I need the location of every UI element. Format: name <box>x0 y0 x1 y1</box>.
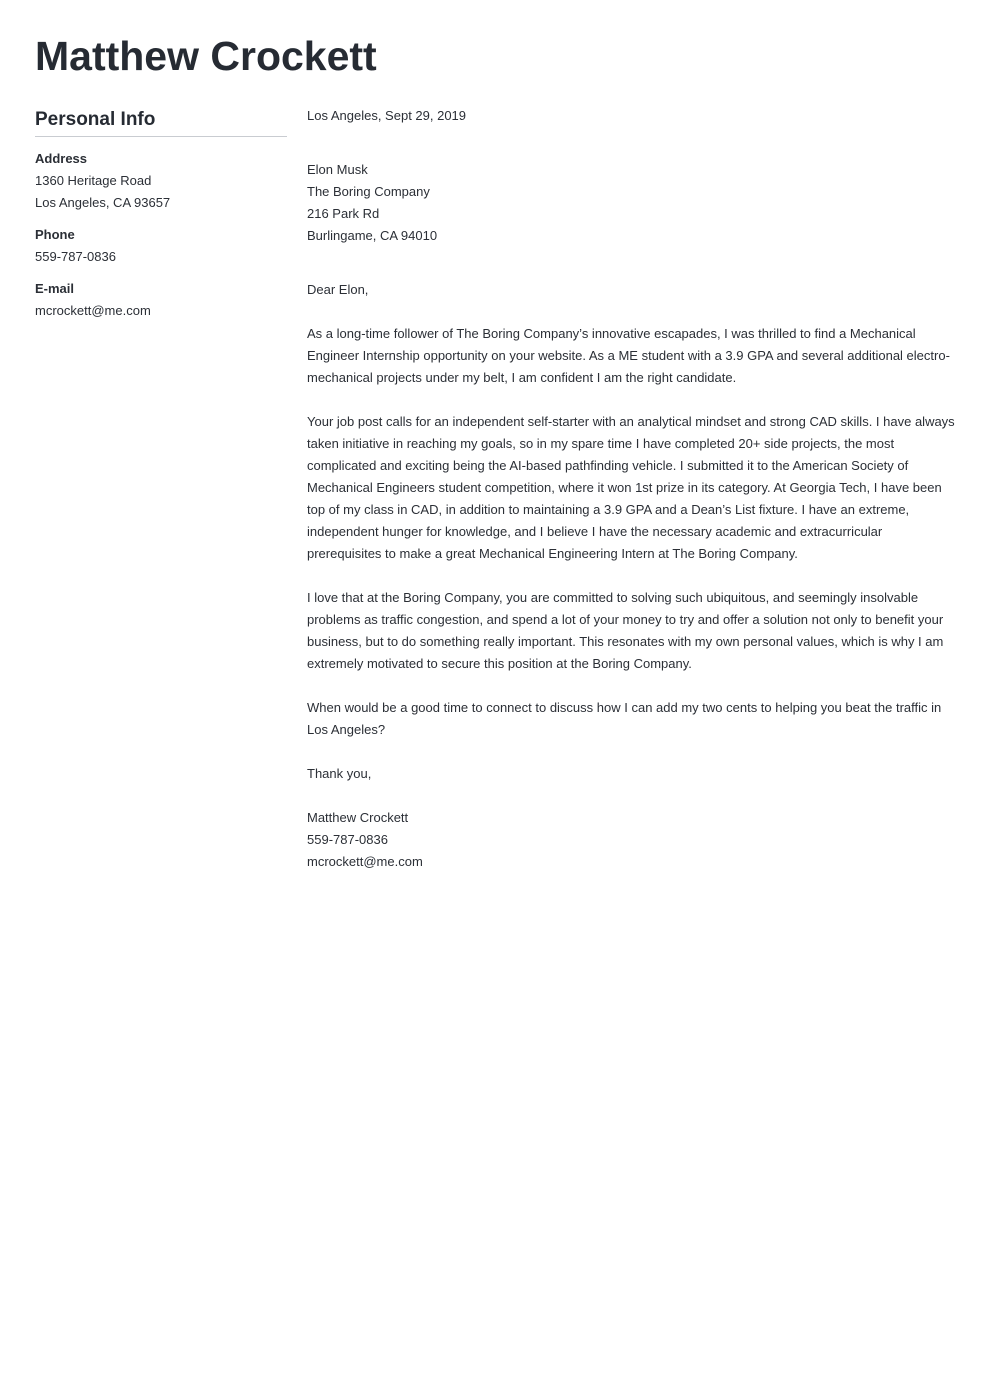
email-section <box>35 278 287 322</box>
phone-value: 559-787-0836 <box>35 249 116 264</box>
signature-name: Matthew Crockett <box>307 810 409 825</box>
address-section <box>35 148 287 214</box>
phone-section <box>35 224 287 268</box>
recipient-block <box>307 159 959 247</box>
email-label: E-mail <box>35 281 75 296</box>
recipient-company: The Boring Company <box>307 184 430 199</box>
letter-body <box>307 105 959 873</box>
address-line-2: Los Angeles, CA 93657 <box>35 195 171 210</box>
email-value: mcrockett@me.com <box>35 303 151 318</box>
phone-label: Phone <box>35 227 75 242</box>
address-label: Address <box>35 151 88 166</box>
letter-paragraph-1: As a long-time follower of The Boring Company’s innovative escapades, I was thrilled to find a Mechanical Engineer Internship opportunity on your website. As a ME student with a 3.9 GPA and several additional electro-mechanical projects under my belt, I am confident I am the right candidate. <box>307 326 950 385</box>
address-line-1: 1360 Heritage Road <box>35 173 152 188</box>
personal-info-sidebar <box>35 106 287 322</box>
signature-phone: 559-787-0836 <box>307 832 388 847</box>
letter-paragraph-2: Your job post calls for an independent self-starter with an analytical mindset and strong CAD skills. I have always taken initiative in reaching my goals, so in my spare time I have completed 20+ side projects, the most complicated and exciting being the AI-based pathfinding vehicle. I submitted it to the American Society of Mechanical Engineers student competition, where it won 1st prize in its category. At Georgia Tech, I have been top of my class in CAD, in addition to maintaining a 3.9 GPA and a Dean’s List fixture. I have an extreme, independent hunger for knowledge, and I believe I have the necessary academic and extracurricular prerequisites to make a great Mechanical Engineering Intern at The Boring Company. <box>307 414 955 561</box>
recipient-name: Elon Musk <box>307 162 368 177</box>
recipient-city: Burlingame, CA 94010 <box>307 228 438 243</box>
letter-paragraph-3: I love that at the Boring Company, you are committed to solving such ubiquitous, and seemingly insolvable problems as traffic congestion, and spend a lot of your money to try and offer a solution not only to benefit your business, but to do something really important. This resonates with my own personal values, which is why I am extremely motivated to secure this position at the Boring Company. <box>307 590 944 671</box>
recipient-street: 216 Park Rd <box>307 206 380 221</box>
signature-email: mcrockett@me.com <box>307 854 423 869</box>
applicant-name: Matthew Crockett <box>35 33 377 79</box>
personal-info-heading: Personal Info <box>35 106 287 137</box>
signature-block <box>307 807 959 873</box>
letter-paragraph-4: When would be a good time to connect to discuss how I can add my two cents to helping you beat the traffic in Los Angeles? <box>307 700 942 737</box>
letter-greeting: Dear Elon, <box>307 282 369 297</box>
letter-closing: Thank you, <box>307 766 372 781</box>
letter-date: Los Angeles, Sept 29, 2019 <box>307 108 467 123</box>
